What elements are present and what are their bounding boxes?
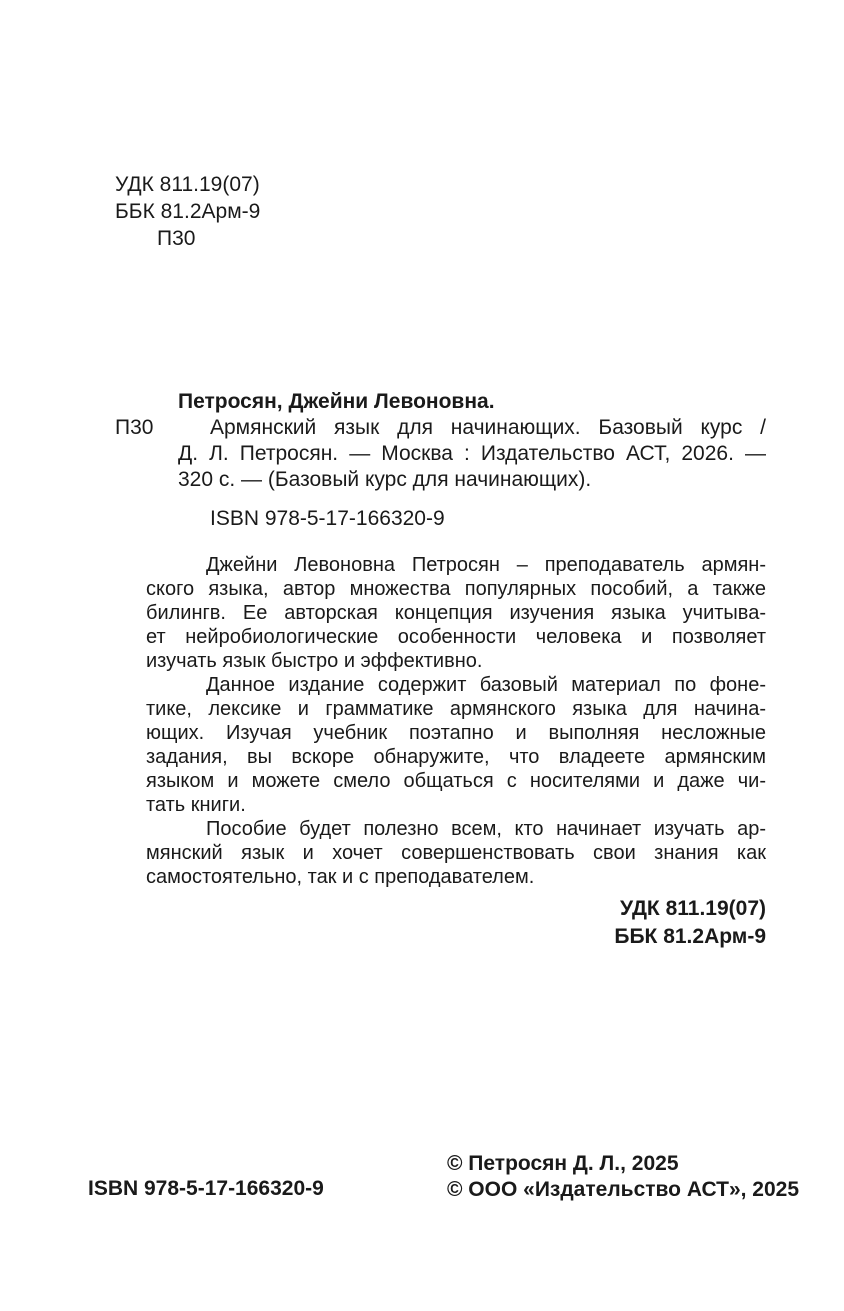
- annotation-line: тике, лексике и грамматике армянского языка для начина-: [146, 698, 766, 720]
- bibliographic-description-line: 320 с. — (Базовый курс для начинающих).: [178, 468, 592, 491]
- annotation-line: ет нейробиологические особенности человека и позволяет: [146, 626, 766, 648]
- bbk-code: ББК 81.2Арм-9: [115, 200, 261, 223]
- isbn-line: ISBN 978-5-17-166320-9: [210, 507, 445, 530]
- annotation-line: Пособие будет полезно всем, кто начинает изучать ар-: [206, 818, 766, 840]
- annotation-line: ющих. Изучая учебник поэтапно и выполняя несложные: [146, 722, 766, 744]
- copyright-block: [447, 1151, 799, 1203]
- annotation-line: тать книги.: [146, 794, 246, 816]
- udk-code-bold: УДК 811.19(07): [619, 897, 766, 920]
- annotation-line: Джейни Левоновна Петросян – преподаватель армян-: [206, 554, 766, 576]
- annotation-line: изучать язык быстро и эффективно.: [146, 650, 483, 672]
- author-sign-code: П30: [157, 227, 196, 250]
- bibliographic-description: [178, 415, 766, 493]
- annotation-paragraph-2: [146, 673, 766, 817]
- annotation-line: Данное издание содержит базовый материал по фоне-: [206, 674, 766, 696]
- udk-code: УДК 811.19(07): [115, 173, 260, 196]
- annotation-paragraph-1: [146, 553, 766, 673]
- bibliographic-description-line: Д. Л. Петросян. — Москва : Издательство АСТ, 2026. —: [178, 442, 766, 465]
- entry-author-sign: П30: [115, 416, 154, 439]
- annotation-paragraph-3: [146, 817, 766, 889]
- annotation-line: мянский язык и хочет совершенствовать свои знания как: [146, 842, 766, 864]
- author-heading: Петросян, Джейни Левоновна.: [178, 390, 495, 413]
- annotation-block: [146, 553, 766, 889]
- footer-isbn: ISBN 978-5-17-166320-9: [88, 1177, 324, 1200]
- annotation-line: языком и можете смело общаться с носителями и даже чи-: [146, 770, 766, 792]
- annotation-line: самостоятельно, так и с преподавателем.: [146, 866, 535, 888]
- annotation-line: ского языка, автор множества популярных пособий, а также: [146, 578, 766, 600]
- codes-right-block: [146, 895, 766, 951]
- annotation-line: билингв. Ее авторская концепция изучения языка учитыва-: [146, 602, 766, 624]
- copyright-line: © Петросян Д. Л., 2025: [447, 1152, 679, 1175]
- bibliographic-description-line: Армянский язык для начинающих. Базовый курс /: [210, 416, 766, 439]
- annotation-line: задания, вы вскоре обнаружите, что владеете армянским: [146, 746, 766, 768]
- bbk-code-bold: ББК 81.2Арм-9: [614, 925, 766, 948]
- top-codes-block: [115, 171, 260, 252]
- copyright-line: © ООО «Издательство АСТ», 2025: [447, 1178, 800, 1201]
- bibliographic-entry: [115, 389, 766, 493]
